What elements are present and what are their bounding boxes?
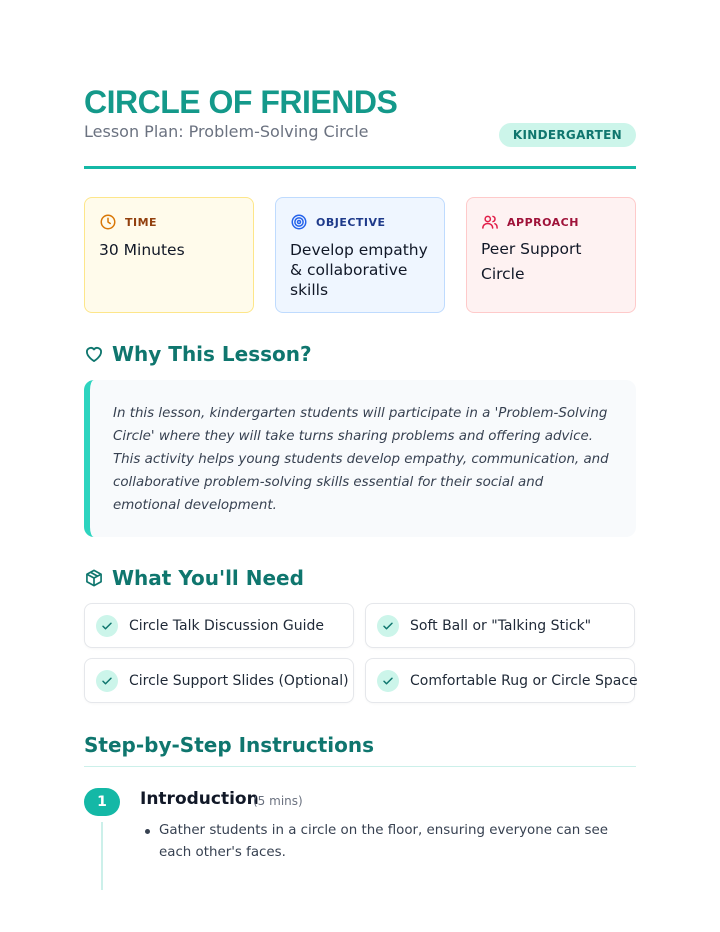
why-heading-text: Why This Lesson? xyxy=(112,342,312,366)
steps-divider xyxy=(84,766,636,767)
grade-badge: KINDERGARTEN xyxy=(499,123,636,147)
objective-value: Develop empathy & collaborative skills xyxy=(290,241,428,299)
material-item xyxy=(365,603,635,648)
clock-icon xyxy=(99,213,117,231)
step-bullet: Gather students in a circle on the floor, ensuring everyone can see each other's faces. xyxy=(144,820,624,864)
time-label: TIME xyxy=(125,215,158,229)
time-value: 30 Minutes xyxy=(99,241,185,259)
users-icon xyxy=(481,213,499,231)
approach-card xyxy=(466,197,636,313)
box-icon xyxy=(84,568,104,588)
material-label: Soft Ball or "Talking Stick" xyxy=(410,617,592,634)
heart-icon xyxy=(84,344,104,364)
approach-value: Peer Support Circle xyxy=(481,240,582,283)
page-subtitle: Lesson Plan: Problem-Solving Circle xyxy=(84,122,369,141)
time-card xyxy=(84,197,254,313)
material-item xyxy=(84,603,354,648)
material-item xyxy=(365,658,638,703)
objective-card xyxy=(275,197,445,313)
check-icon xyxy=(96,615,118,637)
step-connector xyxy=(101,822,103,890)
materials-heading xyxy=(84,566,304,590)
why-text: In this lesson, kindergarten students will participate in a 'Problem-Solving Circle' where they will take turns sharing problems and offering advice. This activity helps young students develop empathy, communication, and collaborative problem-solving skills essential for their social and emotional development. xyxy=(113,406,609,513)
material-label: Circle Talk Discussion Guide xyxy=(129,617,325,634)
page-title: CIRCLE OF FRIENDS xyxy=(84,84,398,120)
check-icon xyxy=(377,615,399,637)
check-icon xyxy=(96,670,118,692)
why-heading xyxy=(84,342,312,366)
materials-heading-text: What You'll Need xyxy=(112,566,304,590)
step-number: 1 xyxy=(84,788,120,816)
objective-label: OBJECTIVE xyxy=(316,215,386,229)
check-icon xyxy=(377,670,399,692)
material-label: Circle Support Slides (Optional) xyxy=(129,672,349,689)
step-duration: (5 mins) xyxy=(253,794,303,808)
step-title: Introduction xyxy=(140,789,259,809)
why-callout xyxy=(84,380,636,537)
target-icon xyxy=(290,213,308,231)
header-divider xyxy=(84,166,636,169)
approach-label: APPROACH xyxy=(507,215,579,229)
material-label: Comfortable Rug or Circle Space xyxy=(410,672,638,689)
material-item xyxy=(84,658,354,703)
steps-heading: Step-by-Step Instructions xyxy=(84,733,375,757)
